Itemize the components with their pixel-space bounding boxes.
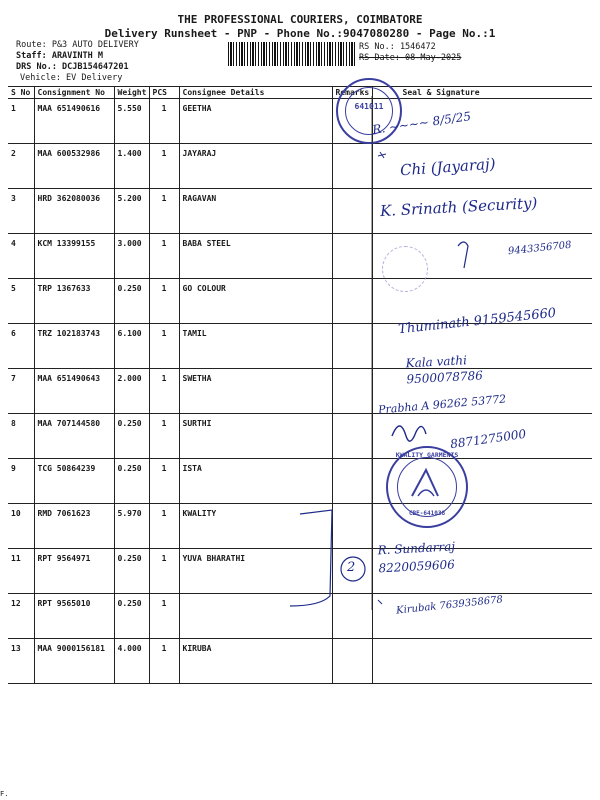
row-weight: 0.250 [114,549,149,594]
row-consignee: JAYARAJ [179,144,332,189]
row-pcs: 1 [149,594,179,639]
row-sno: 2 [8,144,34,189]
row-sno: 11 [8,549,34,594]
row-consignee: TAMIL [179,324,332,369]
col-remarks: Remarks [332,87,372,99]
row-consignment: MAA 707144580 [34,414,114,459]
row-consignment: MAA 600532986 [34,144,114,189]
row-pcs: 1 [149,369,179,414]
handwritten-note-row1: R. ~~~~ 8/5/25 [371,109,472,137]
handwritten-note-row8: Prabha A 96262 53772 [377,392,507,417]
row-sno: 3 [8,189,34,234]
row-sno: 8 [8,414,34,459]
row-pcs: 1 [149,459,179,504]
row-weight: 0.250 [114,279,149,324]
company-title: THE PROFESSIONAL COURIERS, COIMBATORE [177,13,423,26]
row-consignee: SWETHA [179,369,332,414]
footer-mark: F. [0,790,9,798]
row-weight: 5.550 [114,99,149,144]
col-consignee: Consignee Details [179,87,332,99]
row-pcs: 1 [149,279,179,324]
row-pcs: 1 [149,234,179,279]
row-sno: 1 [8,99,34,144]
row-consignee: SURTHI [179,414,332,459]
row-weight: 2.000 [114,369,149,414]
row-consignee: YUVA BHARATHI [179,549,332,594]
row-sno: 9 [8,459,34,504]
row-consignment: HRD 362080036 [34,189,114,234]
row-sno: 5 [8,279,34,324]
row-weight: 5.200 [114,189,149,234]
handwritten-note-row3: K. Srinath (Security) [379,193,538,221]
row-weight: 0.250 [114,459,149,504]
row-weight: 0.250 [114,594,149,639]
row-sno: 13 [8,639,34,684]
circled-count: 2 [347,560,356,575]
runsheet-subtitle: Delivery Runsheet - PNP - Phone No.:9047080280 - Page No.:1 [104,27,496,40]
row-sno: 7 [8,369,34,414]
route-label: Route: P&3 AUTO DELIVERY [16,40,139,50]
rs-number: RS No.: 1546472 [359,42,436,52]
row-consignment: TRP 1367633 [34,279,114,324]
col-sno: S No [8,87,34,99]
row-weight: 6.100 [114,324,149,369]
col-pcs: PCS [149,87,179,99]
row-pcs: 1 [149,549,179,594]
row-consignee: KWALITY [179,504,332,549]
row-consignment: MAA 651490643 [34,369,114,414]
handwritten-note-row2: Chi (Jayaraj) [399,154,497,180]
row-consignee: GO COLOUR [179,279,332,324]
col-weight: Weight [114,87,149,99]
row-pcs: 1 [149,189,179,234]
row-pcs: 1 [149,324,179,369]
handwritten-note-row4: 9443356708 [507,239,573,258]
row-sno: 6 [8,324,34,369]
row-consignee: RAGAVAN [179,189,332,234]
col-consignment: Consignment No [34,87,114,99]
row-sno: 12 [8,594,34,639]
row-consignee: BABA STEEL [179,234,332,279]
row-weight: 0.250 [114,414,149,459]
seal-pincode: 641011 [354,102,384,111]
kwality-stamp-name: KWALITY GARMENTS [395,451,459,459]
row-pcs: 1 [149,414,179,459]
row-consignment: RPT 9564971 [34,549,114,594]
col-seal-signature: Seal & Signature [372,87,592,99]
row-sno: 10 [8,504,34,549]
handwritten-note-row6: Thuminath 9159545660 [397,305,557,338]
row-consignee: ISTA [179,459,332,504]
staff-label: Staff: ARAVINTH M [16,51,103,61]
vehicle-label: Vehicle: EV Delivery [20,73,123,83]
row-pcs: 1 [149,639,179,684]
row-pcs: 1 [149,144,179,189]
kwality-stamp-pin: CBE-641038 [408,510,446,517]
row-pcs: 1 [149,504,179,549]
row-consignment: TRZ 102183743 [34,324,114,369]
row-weight: 5.970 [114,504,149,549]
row-consignment: TCG 50864239 [34,459,114,504]
row-sno: 4 [8,234,34,279]
rs-date: RS Date: 08-May-2025 [359,53,462,63]
handwritten-note-row9: 8871275000 [449,426,527,452]
row-consignment: MAA 9000156181 [34,639,114,684]
row-consignment: RMD 7061623 [34,504,114,549]
row-consignment: KCM 13399155 [34,234,114,279]
drs-label: DRS No.: DCJB154647201 [16,62,129,72]
row-consignee: GEETHA [179,99,332,144]
handwritten-note-row13: Kirubak 7639358678 [395,594,504,617]
row-consignment: MAA 651490616 [34,99,114,144]
row-weight: 3.000 [114,234,149,279]
row-pcs: 1 [149,99,179,144]
row-consignee: KIRUBA [179,639,332,684]
row-weight: 1.400 [114,144,149,189]
handwritten-note-row7: Kala vathi 9500078786 [405,353,484,387]
row-weight: 4.000 [114,639,149,684]
handwritten-note-row11: R. Sundarraj 8220059606 [377,539,456,576]
row-consignment: RPT 9565010 [34,594,114,639]
